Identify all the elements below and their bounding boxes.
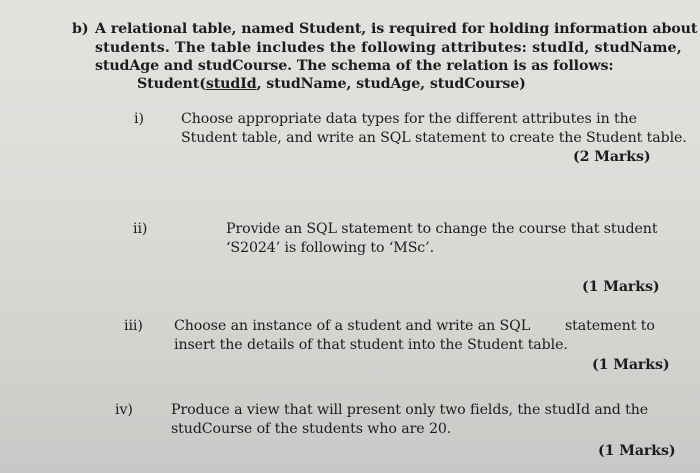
intro-line-1: A relational table, named Student, is required for holding information about (95, 21, 698, 37)
show-through-1 (240, 197, 244, 212)
intro-line-3: studAge and studCourse. The schema of the relation is as follows: (95, 58, 614, 74)
question-3-number: iii) (124, 318, 143, 334)
question-3-line-1: Choose an instance of a student and write an SQL (174, 318, 531, 334)
schema-rest: , studName, studAge, studCourse) (256, 76, 526, 92)
question-1-number: i) (134, 111, 144, 127)
question-3-marks: (1 Marks) (592, 357, 670, 373)
question-2-marks: (1 Marks) (582, 279, 660, 295)
question-3-line-2: insert the details of that student into the Student table. (174, 337, 568, 353)
question-1-marks: (2 Marks) (573, 149, 651, 165)
schema-primary-key: studId (205, 76, 257, 92)
question-3-line-1-tail: statement to (565, 318, 655, 334)
intro-line-2: students. The table includes the following attributes: studId, studName, (95, 40, 682, 56)
question-4-line-2: studCourse of the students who are 20. (171, 421, 452, 437)
question-1-line-1: Choose appropriate data types for the different attributes in the (181, 111, 637, 127)
section-label: b) (72, 21, 89, 37)
schema-line (137, 76, 526, 93)
question-1-line-2: Student table, and write an SQL statement to create the Student table. (181, 130, 687, 146)
question-2-number: ii) (133, 221, 148, 237)
question-4-marks: (1 Marks) (598, 443, 676, 459)
question-4-line-1: Produce a view that will present only two fields, the studId and the (171, 402, 649, 418)
question-2-line-1: Provide an SQL statement to change the course that student (226, 221, 658, 237)
schema-prefix: Student( (137, 76, 206, 92)
question-4-number: iv) (115, 402, 133, 418)
question-2-line-2: ‘S2024’ is following to ‘MSc’. (226, 240, 434, 256)
